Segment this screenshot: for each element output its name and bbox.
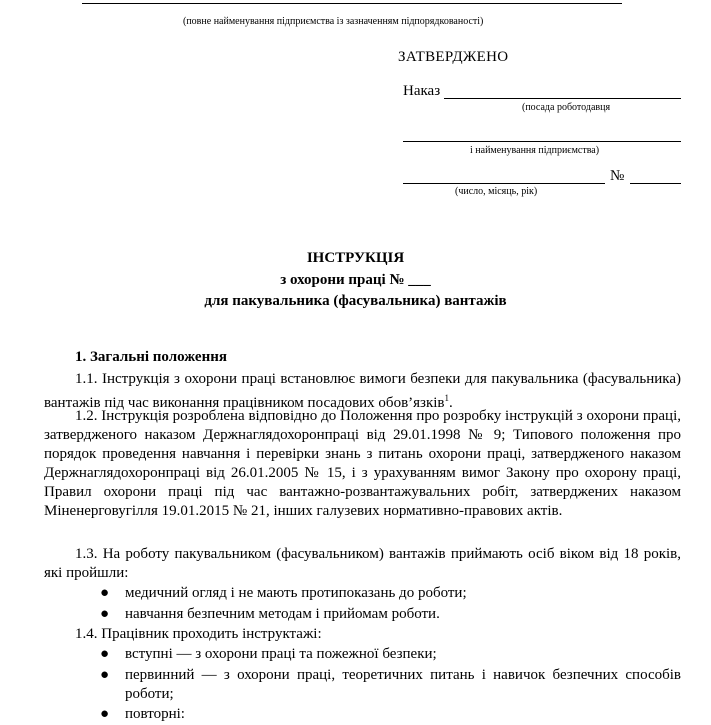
name-caption: і найменування підприємства) (470, 145, 600, 156)
footnote-marker[interactable]: 1 (444, 393, 450, 403)
approved-label: ЗАТВЕРДЖЕНО (398, 49, 509, 65)
bullet-icon: ● (100, 667, 110, 683)
list-item: первинний — з охорони праці, теоретичних питань і навичок безпечних способів роботи; (125, 667, 681, 702)
enterprise-name-line[interactable] (82, 3, 622, 4)
date-caption: (число, місяць, рік) (455, 186, 538, 197)
enterprise-line[interactable] (403, 141, 681, 142)
number-sign: № (610, 168, 625, 184)
bullet-icon: ● (100, 706, 110, 722)
bullet-icon: ● (100, 585, 110, 601)
order-line[interactable] (444, 98, 681, 99)
list-item: вступні — з охорони праці та пожежної безпеки; (125, 646, 437, 662)
list-item: навчання безпечним методам і прийомам роботи. (125, 606, 440, 622)
bullet-icon: ● (100, 606, 110, 622)
list-item: медичний огляд і не мають протипоказань до роботи; (125, 585, 467, 601)
list-item: повторні: (125, 706, 185, 722)
section-heading: 1. Загальні положення (75, 349, 227, 365)
doc-title-line2: з охорони праці № ___ (280, 272, 431, 288)
doc-title-line3: для пакувальника (фасувальника) вантажів (204, 293, 507, 309)
paragraph-1-4: 1.4. Працівник проходить інструктажі: (75, 626, 322, 642)
paragraph-1-2: 1.2. Інструкція розроблена відповідно до Положення про розробку інструкцій з охорони праці, затвердженого наказом Держнаглядохоронпраці від 29.01.1998 № 9; Типового положення про порядок проведення навчання і перевірки знань з питань охорони праці, затвердженого наказом Держнаглядохоронпраці від 26.01.2005 № 15, і з урахуванням вимог Закону про охорону праці, Правил охорони праці під час вантажно-розвантажувальних робіт, затверджених наказом Міненерговугілля 19.01.2015 № 21, інших галузевих нормативно-правових актів. (44, 408, 681, 519)
order-label: Наказ (403, 83, 441, 99)
date-line[interactable] (403, 183, 605, 184)
enterprise-caption: (повне найменування підприємства із зазначенням підпорядкованості) (183, 16, 484, 27)
doc-title-line1: ІНСТРУКЦІЯ (306, 250, 405, 266)
paragraph-1-1-text: 1.1. Інструкція з охорони праці встановлює вимоги безпеки для пакувальника (фасувальника) вантажів під час виконання працівником посадових обов’язків (44, 371, 681, 411)
bullet-icon: ● (100, 646, 110, 662)
paragraph-1-1-end: . (449, 395, 453, 411)
paragraph-1-3: 1.3. На роботу пакувальником (фасувальником) вантажів приймають осіб віком від 18 років, які пройшли: (44, 546, 681, 581)
position-caption: (посада роботодавця (522, 102, 611, 113)
number-line[interactable] (630, 183, 681, 184)
